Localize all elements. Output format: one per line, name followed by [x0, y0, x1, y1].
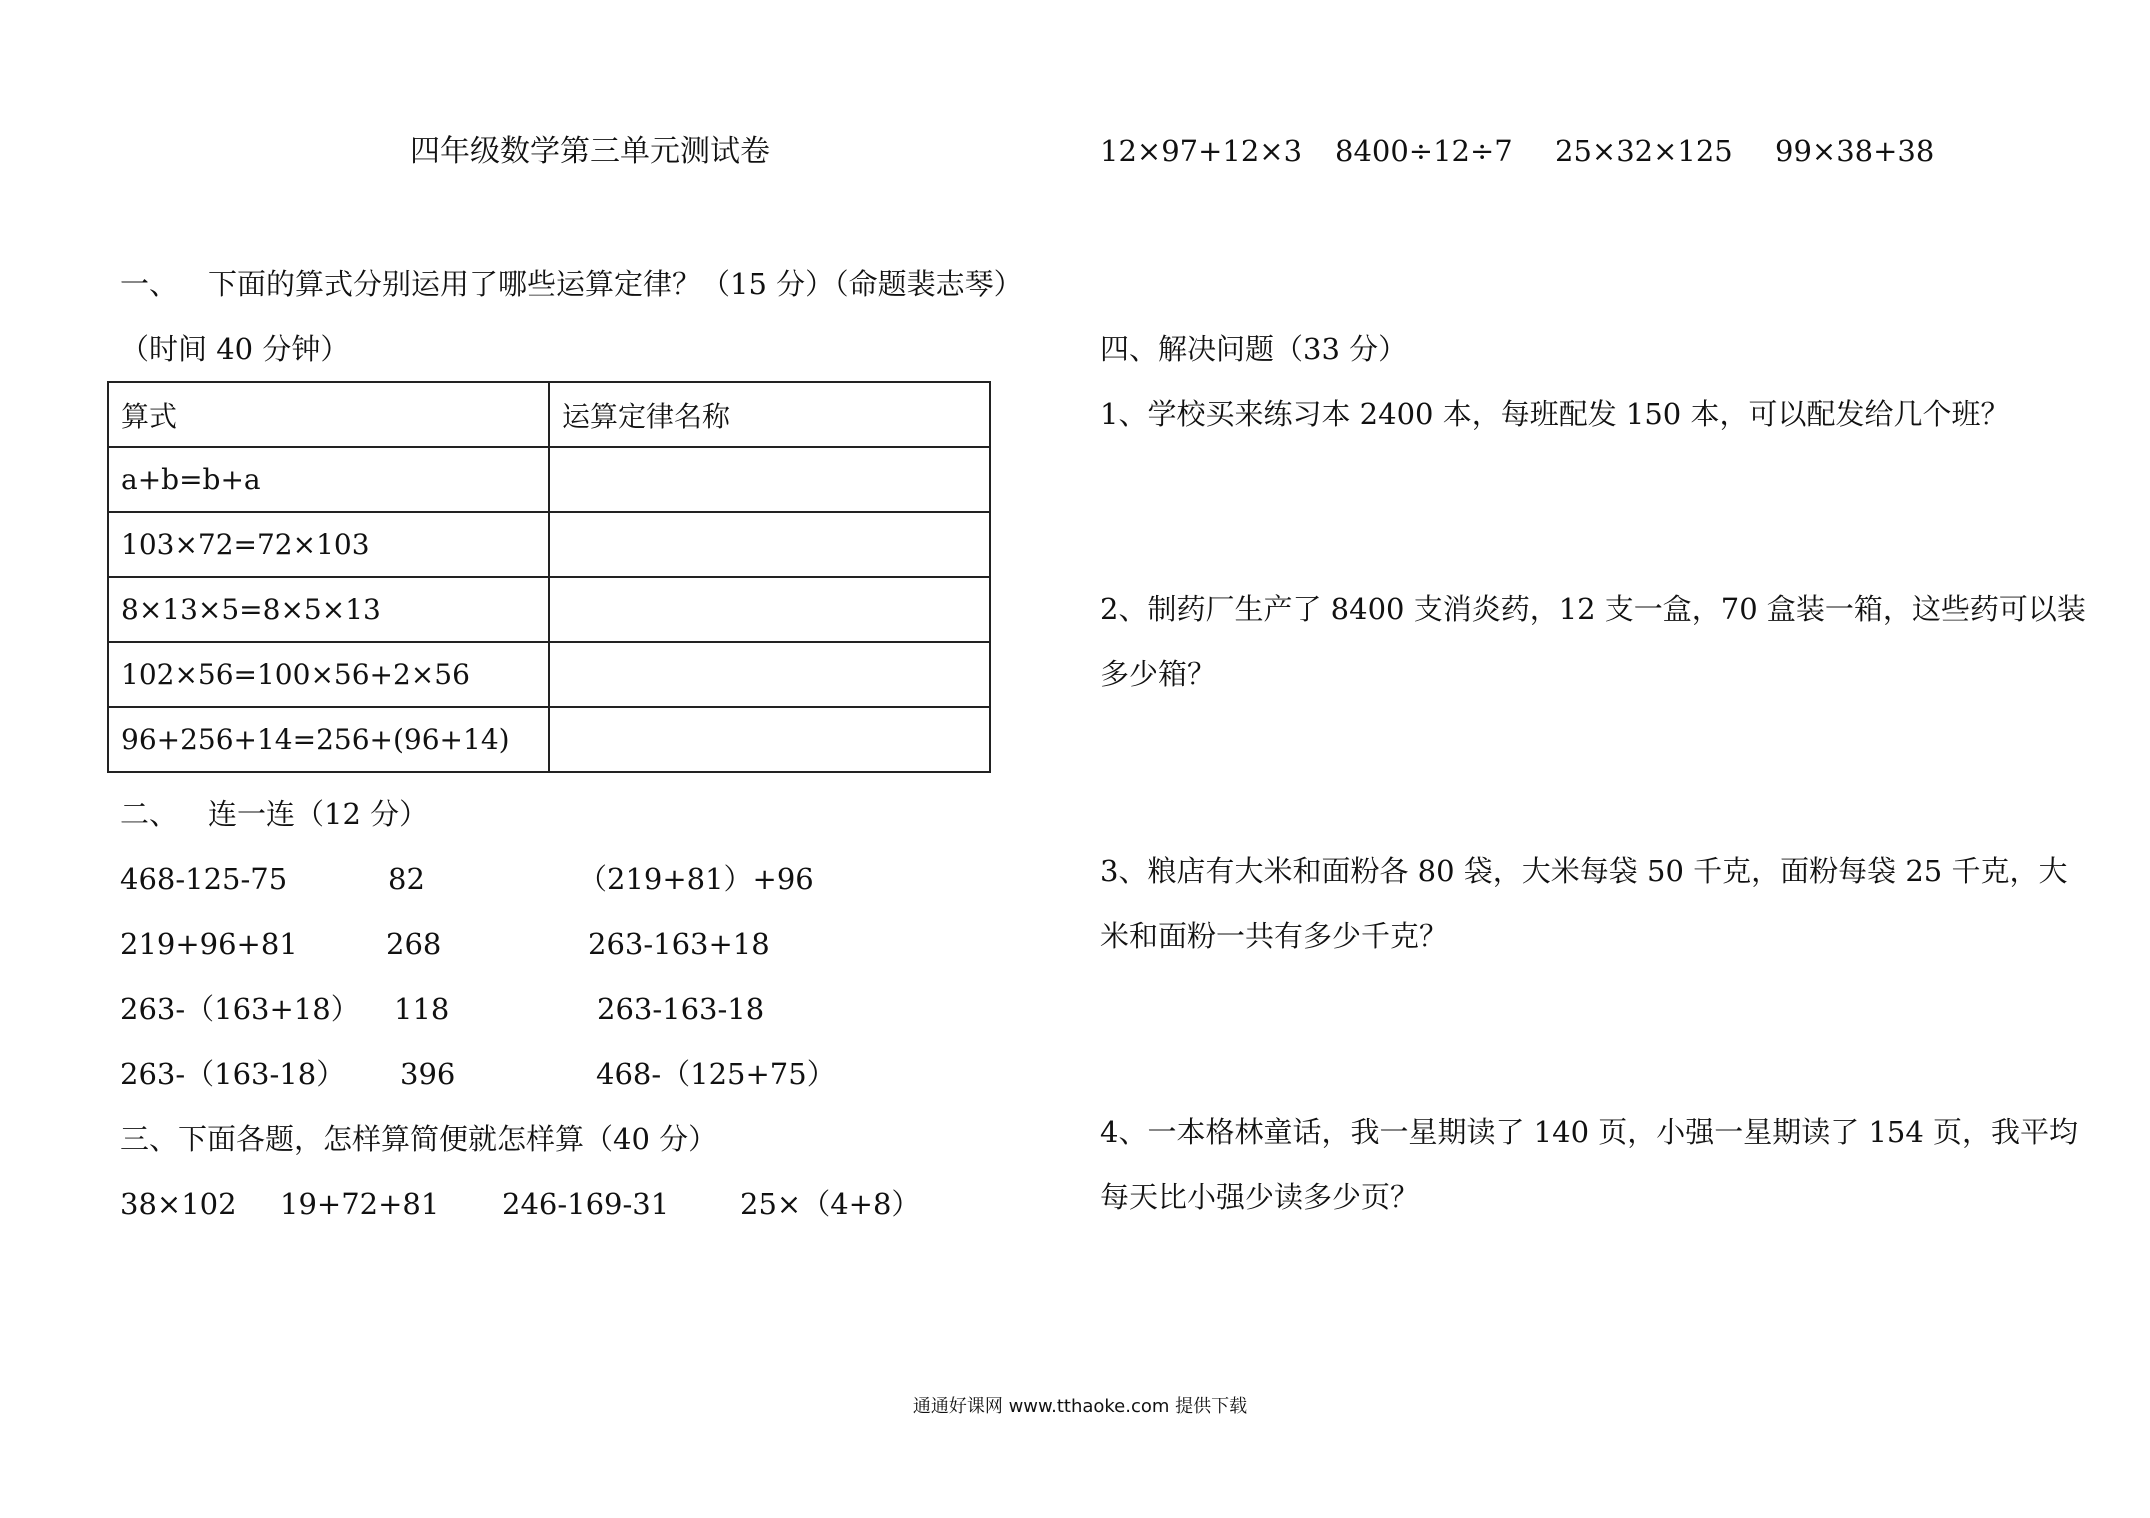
problem-1-line-1: 1、学校买来练习本 2400 本，每班配发 150 本，可以配发给几个班？ — [1100, 397, 2010, 431]
section2-heading: 连一连（12 分） — [208, 797, 429, 831]
calc-item: 38×102 — [120, 1187, 237, 1221]
match-middle-item: 82 — [388, 862, 425, 896]
match-left-item: 263-（163-18） — [120, 1057, 346, 1091]
section1-time-note: （时间 40 分钟） — [120, 332, 350, 366]
calc-item: 12×97+12×3 — [1100, 134, 1303, 168]
problem-4-line-1: 4、一本格林童话，我一星期读了 140 页，小强一星期读了 154 页，我平均 — [1100, 1115, 2079, 1149]
match-left-item: 468-125-75 — [120, 862, 288, 896]
table-header-law-name: 运算定律名称 — [549, 382, 990, 447]
table-row — [108, 512, 990, 577]
calc-item: 99×38+38 — [1775, 134, 1935, 168]
table-header-row — [108, 382, 990, 447]
formula-cell: 8×13×5=8×5×13 — [108, 577, 549, 642]
problem-4-line-2: 每天比小强少读多少页？ — [1100, 1180, 1420, 1214]
section1-number: 一、 — [120, 267, 179, 301]
match-right-item: 468-（125+75） — [596, 1057, 836, 1091]
match-middle-item: 396 — [400, 1057, 456, 1091]
laws-table — [107, 381, 991, 773]
formula-cell: a+b=b+a — [108, 447, 549, 512]
section3-heading: 三、下面各题，怎样算简便就怎样算（40 分） — [120, 1122, 718, 1156]
answer-cell[interactable] — [549, 642, 990, 707]
section4-heading: 四、解决问题（33 分） — [1100, 332, 1408, 366]
problem-3-line-2: 米和面粉一共有多少千克？ — [1100, 919, 1449, 953]
problem-2-line-1: 2、制药厂生产了 8400 支消炎药，12 支一盒，70 盒装一箱，这些药可以装 — [1100, 592, 2086, 626]
footer-source: 通通好课网 www.tthaoke.com 提供下载 — [912, 1396, 1248, 1417]
table-row — [108, 642, 990, 707]
table-row — [108, 707, 990, 772]
match-right-item: （219+81）+96 — [578, 862, 814, 896]
match-middle-item: 268 — [386, 927, 442, 961]
formula-cell: 102×56=100×56+2×56 — [108, 642, 549, 707]
problem-2-line-2: 多少箱？ — [1100, 657, 1217, 691]
match-middle-item: 118 — [394, 992, 450, 1026]
calc-item: 25×（4+8） — [740, 1187, 921, 1221]
match-right-item: 263-163+18 — [588, 927, 770, 961]
table-row — [108, 447, 990, 512]
section2-number: 二、 — [120, 797, 179, 831]
table-row — [108, 577, 990, 642]
section1-heading: 下面的算式分别运用了哪些运算定律？（15 分）（命题裴志琴） — [208, 267, 1023, 301]
answer-cell[interactable] — [549, 447, 990, 512]
match-left-item: 263-（163+18） — [120, 992, 360, 1026]
formula-cell: 103×72=72×103 — [108, 512, 549, 577]
answer-cell[interactable] — [549, 512, 990, 577]
calc-item: 8400÷12÷7 — [1335, 134, 1513, 168]
formula-cell: 96+256+14=256+(96+14) — [108, 707, 549, 772]
page-title: 四年级数学第三单元测试卷 — [410, 134, 770, 169]
answer-cell[interactable] — [549, 577, 990, 642]
answer-cell[interactable] — [549, 707, 990, 772]
problem-3-line-1: 3、粮店有大米和面粉各 80 袋，大米每袋 50 千克，面粉每袋 25 千克，大 — [1100, 854, 2068, 888]
calc-item: 19+72+81 — [280, 1187, 440, 1221]
match-right-item: 263-163-18 — [597, 992, 765, 1026]
calc-item: 246-169-31 — [502, 1187, 670, 1221]
calc-item: 25×32×125 — [1555, 134, 1733, 168]
match-left-item: 219+96+81 — [120, 927, 298, 961]
table-header-formula: 算式 — [108, 382, 549, 447]
